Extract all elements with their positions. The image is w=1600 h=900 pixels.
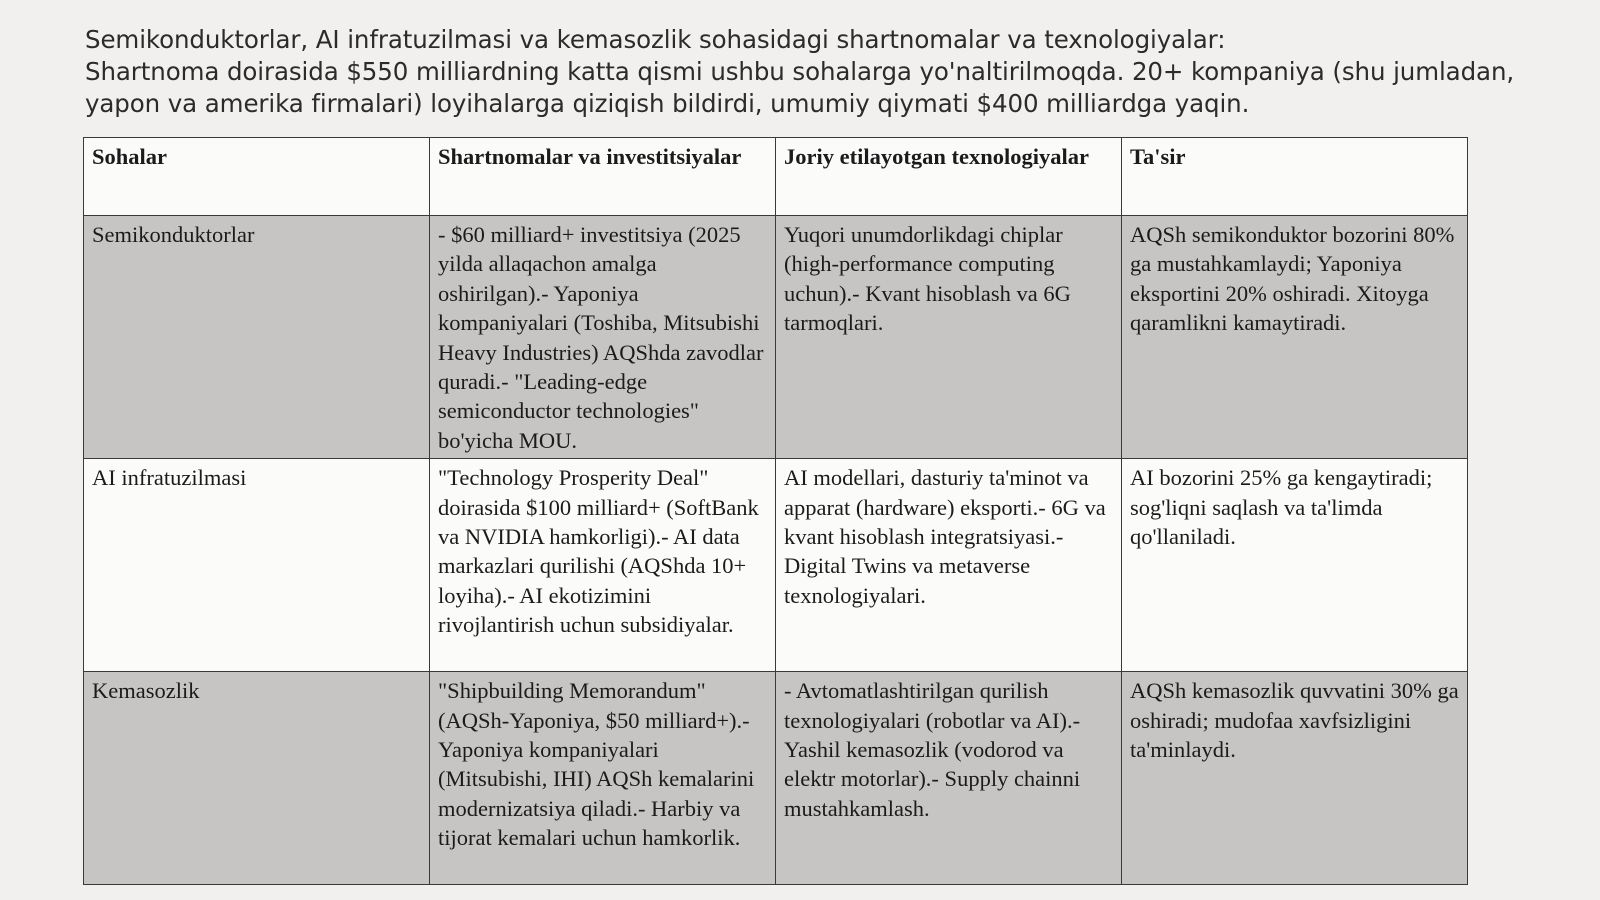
cell-investments: "Technology Prosperity Deal" doirasida $100 milliard+ (SoftBank va NVIDIA hamkorligi).- AI data markazlari qurilishi (AQShda 10+ loyiha).- AI ekotizimini rivojlantirish uchun subsidiyalar. <box>430 459 776 672</box>
cell-investments: - $60 milliard+ investitsiya (2025 yilda allaqachon amalga oshirilgan).- Yaponiya kompaniyalari (Toshiba, Mitsubishi Heavy Industries) AQShda zavodlar quradi.- "Leading-edge semiconductor technologies" bo'yicha MOU. <box>430 216 776 459</box>
intro-heading: Semikonduktorlar, AI infratuzilmasi va kemasozlik sohasidagi shartnomalar va texnologiyalar: <box>85 25 1226 54</box>
table-row <box>84 216 1468 459</box>
cell-impact: AQSh kemasozlik quvvatini 30% ga oshiradi; mudofaa xavfsizligini ta'minlaydi. <box>1122 672 1468 885</box>
cell-technologies: AI modellari, dasturiy ta'minot va apparat (hardware) eksporti.- 6G va kvant hisoblash integratsiyasi.- Digital Twins va metaverse texnologiyalari. <box>776 459 1122 672</box>
header-shartnomalar: Shartnomalar va investitsiyalar <box>430 138 776 216</box>
cell-sector: AI infratuzilmasi <box>84 459 430 672</box>
cell-impact: AI bozorini 25% ga kengaytiradi; sog'liqni saqlash va ta'limda qo'llaniladi. <box>1122 459 1468 672</box>
header-sohalar: Sohalar <box>84 138 430 216</box>
header-texnologiyalar: Joriy etilayotgan texnologiyalar <box>776 138 1122 216</box>
investment-table <box>83 137 1468 885</box>
cell-sector: Semikonduktorlar <box>84 216 430 459</box>
table-header-row <box>84 138 1468 216</box>
table-row <box>84 672 1468 885</box>
cell-impact: AQSh semikonduktor bozorini 80% ga mustahkamlaydi; Yaponiya eksportini 20% oshiradi. Xitoyga qaramlikni kamaytiradi. <box>1122 216 1468 459</box>
cell-technologies: Yuqori unumdorlikdagi chiplar (high-performance computing uchun).- Kvant hisoblash va 6G tarmoqlari. <box>776 216 1122 459</box>
cell-technologies: - Avtomatlashtirilgan qurilish texnologiyalari (robotlar va AI).- Yashil kemasozlik (vodorod va elektr motorlar).- Supply chainni mustahkamlash. <box>776 672 1122 885</box>
table-row <box>84 459 1468 672</box>
cell-investments: "Shipbuilding Memorandum" (AQSh-Yaponiya, $50 milliard+).- Yaponiya kompaniyalari (Mitsubishi, IHI) AQSh kemalarini modernizatsiya qiladi.- Harbiy va tijorat kemalari uchun hamkorlik. <box>430 672 776 885</box>
cell-sector: Kemasozlik <box>84 672 430 885</box>
header-tasir: Ta'sir <box>1122 138 1468 216</box>
intro-text <box>85 24 1545 120</box>
intro-summary: Shartnoma doirasida $550 milliardning katta qismi ushbu sohalarga yo'naltirilmoqda. 20+ kompaniya (shu jumladan, yapon va amerika firmalari) loyihalarga qiziqish bildirdi, umumiy qiymati $400 milliardga yaqin. <box>85 57 1515 118</box>
